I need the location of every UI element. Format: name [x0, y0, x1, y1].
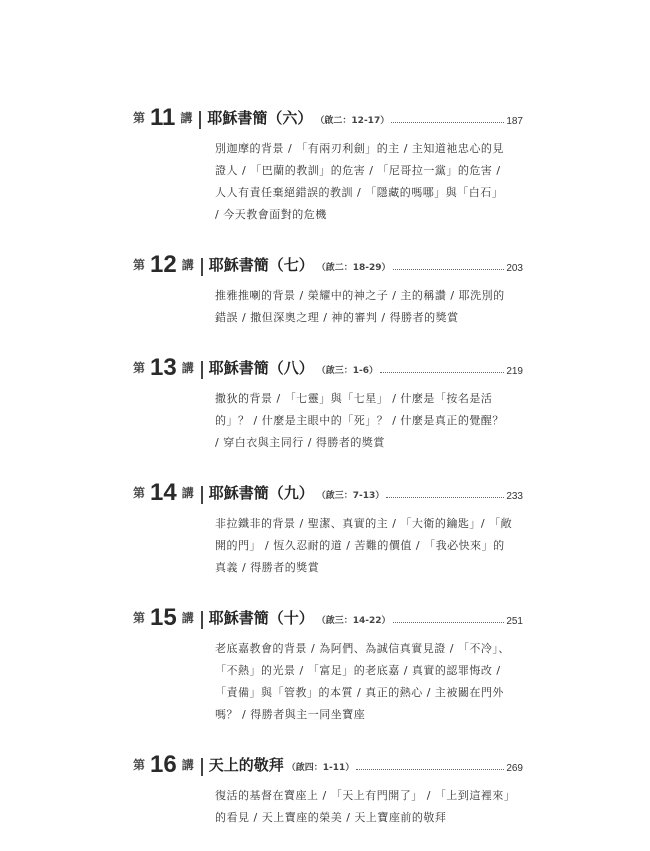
summary-line: 撒狄的背景 / 「七靈」與「七星」 / 什麼是「按名是活 — [215, 392, 493, 405]
entry-summary — [215, 285, 515, 329]
page-number: 187 — [506, 116, 523, 127]
lecture-title: 耶穌書簡（十） — [208, 609, 314, 627]
summary-line: 真義 / 得勝者的獎賞 — [215, 561, 320, 574]
lecture-suffix: 講 — [181, 486, 194, 500]
lecture-number: 13 — [150, 354, 177, 381]
summary-line: 老底嘉教會的背景 / 為阿們、為誠信真實見證 / 「不冷」、 — [215, 642, 510, 655]
divider-bar — [201, 611, 203, 629]
leader-dots — [393, 622, 505, 623]
summary-line: 「不熱」的光景 / 「富足」的老底嘉 / 真實的認罪悔改 / — [215, 664, 501, 677]
lecture-prefix: 第 — [133, 111, 146, 125]
lecture-title: 天上的敬拜 — [208, 756, 284, 774]
summary-line: 錯誤 / 撒但深奧之理 / 神的審判 / 得勝者的獎賞 — [215, 311, 459, 324]
summary-line: 的看見 / 天上寶座的榮美 / 天上寶座前的敬拜 — [215, 811, 447, 824]
summary-line: 推雅推喇的背景 / 榮耀中的神之子 / 主的稱讚 / 耶洗別的 — [215, 289, 505, 302]
summary-line: 復活的基督在寶座上 / 「天上有門開了」 / 「上到這裡來」 — [215, 789, 516, 802]
scripture-reference: （啟三：7-13） — [316, 491, 385, 501]
leader-dots — [356, 769, 504, 770]
summary-line: 人人有責任棄絕錯誤的教訓 / 「隱藏的嗎哪」與「白石」 — [215, 186, 504, 199]
summary-line: 嗎？ / 得勝者與主一同坐寶座 — [215, 708, 366, 721]
scripture-reference: （啟三：1-6） — [316, 366, 379, 376]
entry-summary — [215, 638, 515, 726]
lecture-suffix: 講 — [181, 758, 194, 772]
lecture-number: 12 — [150, 251, 177, 278]
page-number: 219 — [506, 366, 523, 377]
summary-line: 「責備」與「管教」的本質 / 真正的熱心 / 主被關在門外 — [215, 686, 504, 699]
lecture-number: 16 — [150, 751, 177, 778]
entry-summary — [215, 388, 515, 454]
leader-dots — [393, 269, 505, 270]
entry-summary — [215, 138, 515, 226]
entry-heading — [133, 601, 523, 631]
summary-line: 開的門」 / 恆久忍耐的道 / 苦難的價值 / 「我必快來」的 — [215, 539, 505, 552]
toc-entry — [133, 351, 523, 454]
summary-line: 的」？ / 什麼是主眼中的「死」？ / 什麼是真正的覺醒？ — [215, 414, 504, 427]
page-number: 233 — [506, 491, 523, 502]
lecture-prefix: 第 — [133, 258, 146, 272]
lecture-suffix: 講 — [181, 361, 194, 375]
entry-heading — [133, 101, 523, 131]
page-number: 203 — [506, 263, 523, 274]
entry-summary — [215, 785, 515, 829]
entry-heading — [133, 248, 523, 278]
lecture-suffix: 講 — [181, 611, 194, 625]
table-of-contents — [133, 101, 523, 851]
summary-line: / 穿白衣與主同行 / 得勝者的獎賞 — [215, 436, 385, 449]
toc-entry — [133, 748, 523, 829]
leader-dots — [380, 372, 504, 373]
toc-entry — [133, 101, 523, 226]
entry-heading — [133, 351, 523, 381]
lecture-title: 耶穌書簡（八） — [208, 359, 314, 377]
entry-heading — [133, 476, 523, 506]
lecture-suffix: 講 — [180, 111, 193, 125]
lecture-number: 14 — [150, 479, 177, 506]
leader-dots — [386, 497, 504, 498]
divider-bar — [201, 486, 203, 504]
entry-summary — [215, 513, 515, 579]
lecture-title: 耶穌書簡（九） — [208, 484, 314, 502]
lecture-number: 15 — [150, 604, 177, 631]
toc-entry — [133, 476, 523, 579]
scripture-reference: （啟四：1-11） — [286, 763, 355, 773]
lecture-suffix: 講 — [181, 258, 194, 272]
divider-bar — [199, 111, 201, 129]
lecture-number: 11 — [150, 104, 176, 131]
toc-entry — [133, 248, 523, 329]
lecture-title: 耶穌書簡（七） — [208, 256, 314, 274]
scripture-reference: （啟三：14-22） — [316, 616, 391, 626]
leader-dots — [391, 122, 504, 123]
divider-bar — [201, 758, 203, 776]
summary-line: / 今天教會面對的危機 — [215, 208, 327, 221]
summary-line: 非拉鐵非的背景 / 聖潔、真實的主 / 「大衛的鑰匙」/ 「敞 — [215, 517, 513, 530]
page-number: 251 — [506, 616, 523, 627]
divider-bar — [201, 361, 203, 379]
lecture-prefix: 第 — [133, 611, 146, 625]
page-number: 269 — [506, 763, 523, 774]
scripture-reference: （啟二：18-29） — [316, 263, 391, 273]
lecture-prefix: 第 — [133, 486, 146, 500]
summary-line: 別迦摩的背景 / 「有兩刃利劍」的主 / 主知道祂忠心的見 — [215, 142, 504, 155]
scripture-reference: （啟二：12-17） — [315, 116, 390, 126]
divider-bar — [201, 258, 203, 276]
summary-line: 證人 / 「巴蘭的教訓」的危害 / 「尼哥拉一黨」的危害 / — [215, 164, 501, 177]
lecture-prefix: 第 — [133, 361, 146, 375]
entry-heading — [133, 748, 523, 778]
toc-entry — [133, 601, 523, 726]
lecture-prefix: 第 — [133, 758, 146, 772]
lecture-title: 耶穌書簡（六） — [207, 109, 313, 127]
